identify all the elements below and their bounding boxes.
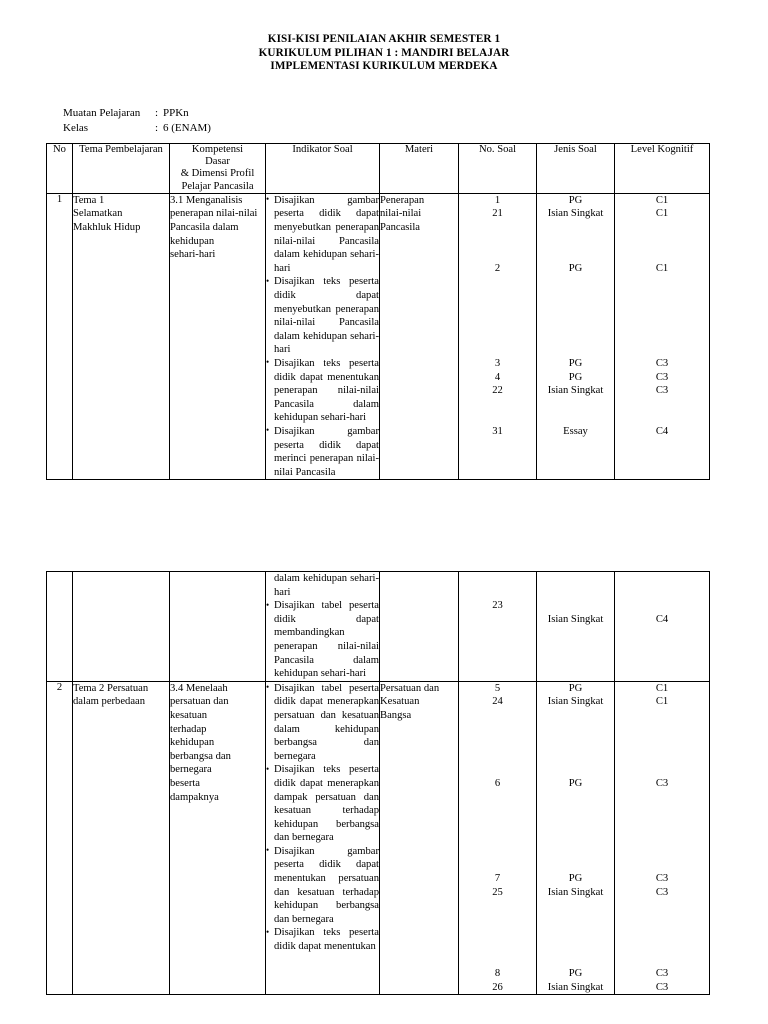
cell-level-kognitif: [615, 572, 710, 682]
no-soal-value: 26: [492, 981, 503, 993]
kisi-table-page1: [46, 143, 710, 480]
header-kd-line-3: & Dimensi Profil: [180, 168, 255, 180]
cell-indikator-soal: [266, 193, 380, 479]
no-soal-value: 1: [494, 194, 501, 206]
meta-row-class: [63, 121, 211, 136]
kd-line-1: 3.4 Menelaah: [170, 682, 228, 694]
cell-kompetensi-dasar: [170, 193, 266, 479]
jenis-soal-value: Isian Singkat: [547, 981, 604, 993]
jenis-soal-value: PG: [568, 357, 583, 369]
header-no: No: [47, 144, 73, 194]
no-soal-value: 6: [494, 777, 501, 789]
no-soal-group-4: [459, 967, 536, 994]
kd-line-1: 3.1 Menganalisis: [170, 194, 243, 206]
jenis-soal-value: PG: [568, 371, 583, 383]
header-level-kognitif: Level Kognitif: [615, 144, 710, 194]
kd-line-3: kesatuan: [170, 709, 208, 721]
kd-line-5: sehari-hari: [170, 249, 216, 261]
list-item: • Disajikan tabel peserta didik dapat menerapkan persatuan dan kesatuan dalam kehidupan berbangsa dan bernegara: [266, 682, 379, 764]
level-group-2: [615, 777, 709, 791]
list-item: • Disajikan tabel peserta didik dapat membandingkan penerapan nilai-nilai Pancasila dalam kehidupan sehari-hari: [266, 599, 379, 681]
no-soal-value: 31: [492, 425, 503, 437]
header-jenis-soal: Jenis Soal: [537, 144, 615, 194]
no-soal-group-3: [459, 872, 536, 899]
materi-line-1: Penerapan: [380, 194, 425, 206]
no-soal-value: 3: [494, 357, 501, 369]
cell-jenis-soal: [537, 681, 615, 995]
kd-line-3: Pancasila dalam: [170, 222, 239, 233]
cell-no-soal: [459, 572, 537, 682]
jenis-soal-value: Isian Singkat: [547, 208, 604, 220]
level-value: C3: [655, 873, 669, 885]
no-soal-value: 4: [494, 371, 501, 383]
jenis-soal-value: Essay: [563, 425, 588, 437]
cell-tema: [73, 681, 170, 995]
no-soal-value: 22: [492, 385, 503, 397]
list-item: • Disajikan teks peserta didik dapat menentukan: [266, 926, 379, 953]
no-soal-value: 25: [492, 886, 503, 898]
title-line-1: KISI-KISI PENILAIAN AKHIR SEMESTER 1: [267, 33, 501, 45]
cell-no-soal: [459, 681, 537, 995]
no-soal-value: 7: [494, 873, 501, 885]
no-soal-value: 23: [492, 600, 503, 612]
no-soal-group-2: [459, 262, 536, 276]
level-value: C1: [655, 208, 669, 220]
no-soal-value: 8: [494, 968, 501, 980]
tema-line-1: Tema 1: [73, 194, 105, 206]
cell-kompetensi-dasar: [170, 681, 266, 995]
cell-level-kognitif: [615, 193, 710, 479]
jenis-soal-value: PG: [568, 194, 583, 206]
level-value: C3: [655, 886, 669, 898]
table-body-page1: [47, 193, 710, 479]
jenis-soal-value: PG: [568, 968, 583, 980]
meta-label-subject: Muatan Pelajaran: [63, 107, 141, 119]
kd-line-4: kehidupan: [170, 235, 215, 247]
kd-line-2: persatuan dan: [170, 696, 229, 708]
list-item: • Disajikan gambar peserta didik dapat menyebutkan penerapan nilai-nilai Pancasila dalam kehidupan sehari-hari: [266, 194, 379, 276]
header-materi: Materi: [380, 144, 459, 194]
cell-level-kognitif: [615, 681, 710, 995]
jenis-soal-value: Isian Singkat: [547, 613, 604, 625]
cell-materi: [380, 193, 459, 479]
level-value: C4: [655, 425, 669, 437]
cell-kompetensi-dasar: [170, 572, 266, 682]
kd-line-6: berbangsa dan: [170, 750, 231, 762]
jenis-soal-group-2: [537, 262, 614, 276]
level-value: C1: [655, 194, 669, 206]
cell-indikator-soal: [266, 681, 380, 995]
no-soal-value: 2: [494, 262, 501, 274]
jenis-soal-group-3: [537, 357, 614, 398]
level-group-2: [615, 262, 709, 276]
jenis-soal-group-1: [537, 194, 614, 221]
indikator-continuation-text: dalam kehidupan sehari-hari: [274, 573, 379, 598]
jenis-soal-group-1: [537, 682, 614, 709]
table-row: [47, 681, 710, 995]
level-value: C3: [655, 777, 669, 789]
meta-sep-subject: :: [155, 107, 159, 119]
no-soal-group-2: [459, 777, 536, 791]
tema-line-1: Tema 2 Persatuan: [73, 682, 149, 694]
jenis-soal-group-4: [537, 967, 614, 994]
header-kd-line-4: Pelajar Pancasila: [181, 180, 254, 192]
cell-materi: [380, 681, 459, 995]
level-value: C1: [655, 696, 669, 708]
title-line-2: KURIKULUM PILIHAN 1 : MANDIRI BELAJAR: [258, 46, 510, 59]
table-row: [47, 572, 710, 682]
level-value: C3: [655, 385, 669, 397]
cell-no-soal: [459, 193, 537, 479]
level-group-4: [615, 425, 709, 439]
materi-line-3: Bangsa: [380, 709, 412, 721]
jenis-soal-value: PG: [568, 682, 583, 694]
level-value: C1: [655, 682, 669, 694]
level-value: C3: [655, 371, 669, 383]
tema-line-3: Makhluk Hidup: [73, 222, 141, 233]
kd-line-5: kehidupan: [170, 737, 215, 749]
materi-line-2: nilai-nilai: [380, 208, 422, 220]
level-value: C3: [655, 981, 669, 993]
meta-label-class: Kelas: [63, 121, 89, 134]
kd-line-7: bernegara: [170, 764, 212, 776]
level-value: C3: [655, 968, 669, 980]
jenis-soal-group-3: [537, 872, 614, 899]
cell-no: 2: [47, 681, 73, 995]
meta-value-subject: PPKn: [163, 107, 189, 119]
cell-no: [47, 572, 73, 682]
header-no-soal: No. Soal: [459, 144, 537, 194]
level-group-1: [615, 194, 709, 221]
no-soal-value: 21: [492, 208, 503, 220]
no-soal-value: 5: [494, 682, 501, 694]
level-value: C1: [655, 262, 669, 274]
no-soal-value: 24: [492, 696, 503, 708]
table-header-row: [47, 144, 710, 194]
meta-row-subject: [63, 106, 211, 121]
list-item: • Disajikan teks peserta didik dapat menyebutkan penerapan nilai-nilai Pancasila dalam kehidupan sehari-hari: [266, 275, 379, 357]
list-item: • Disajikan gambar peserta didik dapat menentukan persatuan dan kesatuan terhadap kehidupan berbangsa dan bernegara: [266, 845, 379, 927]
table-header: [47, 144, 710, 194]
kd-line-2: penerapan nilai-nilai: [170, 208, 258, 220]
materi-line-1: Persatuan dan: [380, 682, 440, 694]
header-kd-line-2: Dasar: [205, 156, 230, 168]
table-body-page2: [47, 572, 710, 995]
list-item: • Disajikan teks peserta didik dapat menentukan penerapan nilai-nilai Pancasila dalam kehidupan sehari-hari: [266, 357, 379, 425]
header-tema: Tema Pembelajaran: [73, 144, 170, 194]
meta-value-class: 6 (ENAM): [163, 121, 211, 134]
indikator-list: [266, 682, 379, 954]
jenis-soal-group-2: [537, 777, 614, 791]
level-value: C3: [655, 357, 669, 369]
level-value: C4: [655, 613, 669, 625]
jenis-soal-value: Isian Singkat: [547, 385, 604, 397]
cell-jenis-soal: [537, 572, 615, 682]
no-soal-group-3: [459, 357, 536, 398]
header-indikator-soal: Indikator Soal: [266, 144, 380, 194]
indikator-list: [266, 194, 379, 479]
no-soal-group-1: [459, 682, 536, 709]
tema-line-2: Selamatkan: [73, 208, 123, 220]
kd-line-4: terhadap: [170, 723, 207, 735]
jenis-soal-group-4: [537, 425, 614, 439]
document-title: [0, 33, 768, 74]
jenis-soal-value: PG: [568, 873, 583, 885]
jenis-soal-value: Isian Singkat: [547, 886, 604, 898]
cell-jenis-soal: [537, 193, 615, 479]
cell-materi: [380, 572, 459, 682]
cell-tema: [73, 193, 170, 479]
document-meta: [63, 106, 211, 135]
no-soal-group-4: [459, 425, 536, 439]
header-kd-line-1: Kompetensi: [191, 144, 244, 155]
meta-sep-class: :: [155, 121, 159, 134]
title-line-3: IMPLEMENTASI KURIKULUM MERDEKA: [270, 60, 498, 73]
cell-no: 1: [47, 193, 73, 479]
kd-line-8: beserta: [170, 777, 200, 789]
level-group-1: [615, 682, 709, 709]
jenis-soal-value: PG: [568, 777, 583, 789]
materi-line-3: Pancasila: [380, 222, 421, 233]
level-group-3: [615, 872, 709, 899]
no-soal-group-1: [459, 194, 536, 221]
cell-indikator-soal: [266, 572, 380, 682]
level-group-3: [615, 357, 709, 398]
kd-line-9: dampaknya: [170, 791, 219, 803]
tema-line-2: dalam perbedaan: [73, 696, 146, 708]
level-group-4: [615, 967, 709, 994]
jenis-soal-value: PG: [568, 262, 583, 274]
header-kompetensi-dasar: [170, 144, 266, 194]
jenis-soal-value: Isian Singkat: [547, 696, 604, 708]
list-item: • Disajikan teks peserta didik dapat menerapkan dampak persatuan dan kesatuan terhadap kehidupan berbangsa dan bernegara: [266, 763, 379, 845]
materi-line-2: Kesatuan: [380, 696, 420, 708]
indikator-list: [266, 599, 379, 681]
list-item: • Disajikan gambar peserta didik dapat merinci penerapan nilai-nilai Pancasila: [266, 425, 379, 479]
kisi-table-page2: [46, 571, 710, 995]
table-row: [47, 193, 710, 479]
cell-tema: [73, 572, 170, 682]
